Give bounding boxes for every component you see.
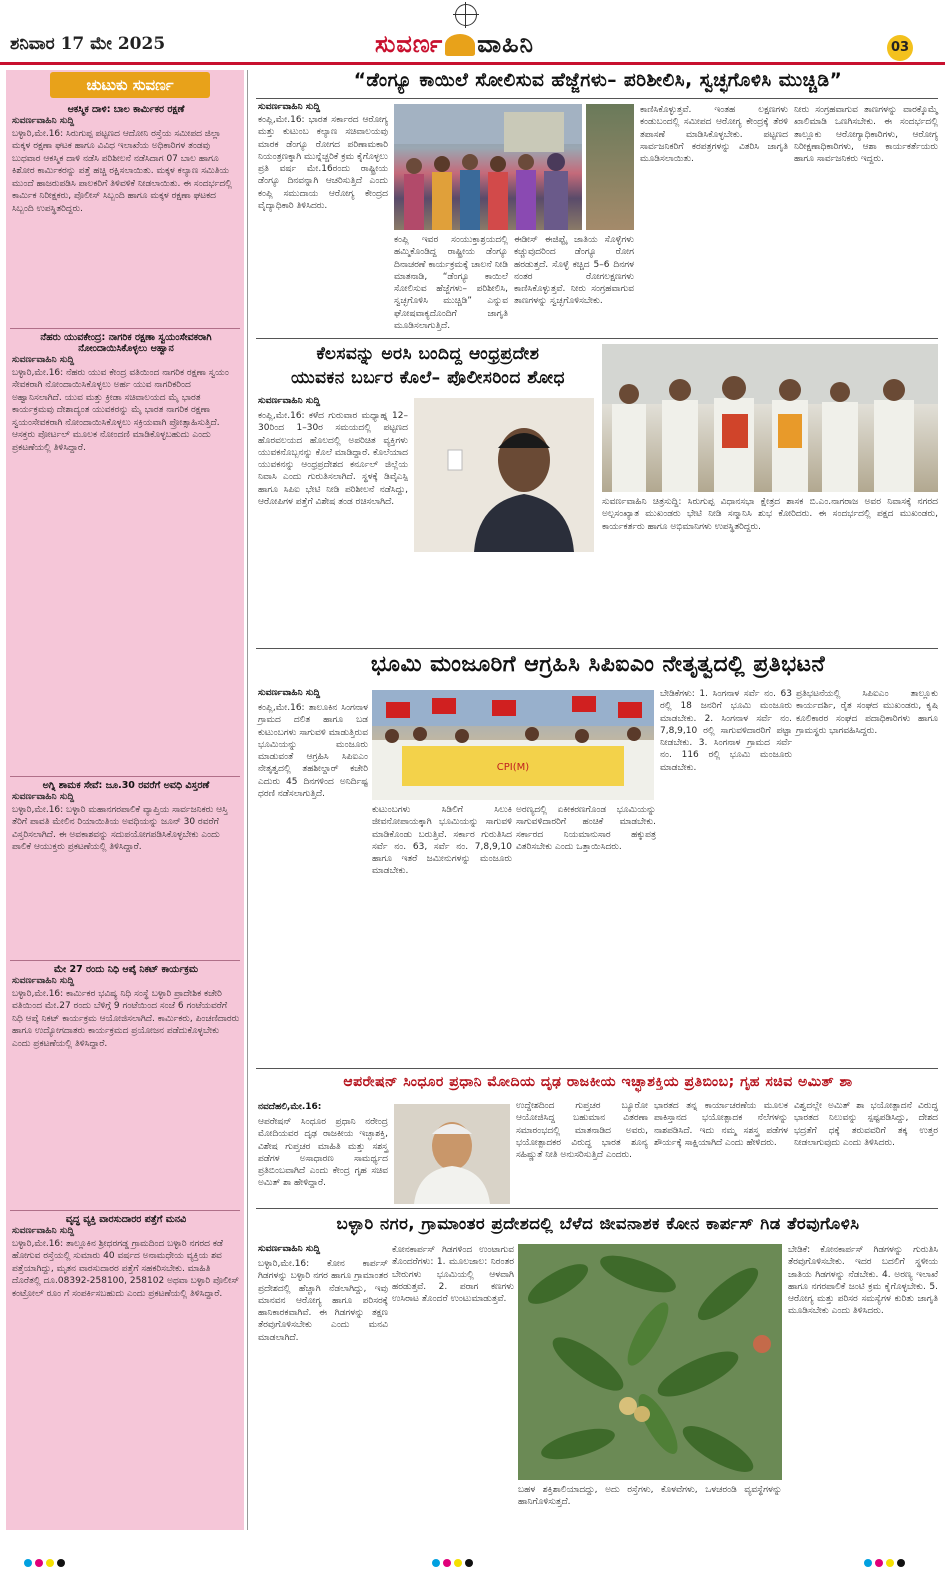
dengue-col1: ಕಂಪ್ಲಿ,ಮೇ.16: ಭಾರತ ಸರ್ಕಾರದ ಆರೋಗ್ಯ ಮತ್ತು ಕುಟುಂಬ ಕಲ್ಯಾಣ ಸಚಿವಾಲಯವು ಮಾರಕ ಡೆಂಗ್ಯೂ ರೋಗದ ಪರಿಣಾಮಕಾರಿ ನಿಯಂತ್ರಣಕ್ಕಾಗಿ ಮುನ್ನೆಚ್ಚರಿಕೆ ಕ್ರಮ ಕೈಗೊಳ್ಳಲು ಪ್ರತಿ ವರ್ಷ ಮೇ.16ರಂದು ರಾಷ್ಟ್ರೀಯ ಡೆಂಗ್ಯೂ ದಿನವನ್ನಾಗಿ ಆಚರಿಸುತ್ತಿದೆ ಎಂದು ಕಂಪ್ಲಿ ಸಮುದಾಯ ಆರೋಗ್ಯ ಕೇಂದ್ರದ ವೈದ್ಯಾಧಿಕಾರಿ ತಿಳಿಸಿದರು. — [258, 115, 388, 212]
cpim-col3: ಅರಣ್ಯದಲ್ಲಿ ಏಕೀಕರಣಗೊಂಡ ಭೂಮಿಯನ್ನು ಸಾಗುವಳಿದಾರರಿಗೆ ಹಂಚಿಕೆ ಮಾಡಬೇಕು. ಸರ್ಕಾರದ ನಿಯಮಾನುಸಾರ ಹಕ್ಕುಪತ್ರ ವಿತರಿಸಬೇಕು ಎಂದು ಒತ್ತಾಯಿಸಿದರು. — [516, 805, 656, 852]
brief-byline: ಸುವರ್ಣವಾಹಿನಿ ಸುದ್ದಿ — [12, 792, 75, 802]
brief-byline: ಸುವರ್ಣವಾಹಿನಿ ಸುದ್ದಿ — [12, 116, 75, 126]
sindoor-col4: ವಿಶ್ವದಲ್ಲೇ ಅಮಿತ್ ಶಾ ಭಯೋತ್ಪಾದನೆ ವಿರುದ್ಧ ಭಾರತದ ನಿಲುವನ್ನು ಸ್ಪಷ್ಟಪಡಿಸಿದ್ದು, ದೇಶದ ಭದ್ರತೆಗೆ ಧಕ್ಕೆ ತರುವವರಿಗೆ ತಕ್ಕ ಉತ್ತರ ನೀಡಲಾಗುವುದು ಎಂದು ತಿಳಿಸಿದರು. — [794, 1101, 938, 1148]
color-registration-marks — [864, 1552, 908, 1562]
brief-item — [12, 1214, 240, 1300]
protest-photo — [372, 690, 654, 800]
brief-text: ಬಳ್ಳಾರಿ,ಮೇ.16: ಬಳ್ಳಾರಿ ಮಹಾನಗರಪಾಲಿಕೆ ವ್ಯಾಪ್ತಿಯ ಸಾರ್ವಜನಿಕರು ಆಸ್ತಿ ತೆರಿಗೆ ಪಾವತಿ ಮೇಲಿನ ರಿಯಾಯಿತಿಯ ಅವಧಿಯನ್ನು ಜೂನ್ 30 ರವರೆಗೆ ವಿಸ್ತರಿಸಲಾಗಿದೆ. ಈ ಅವಕಾಶವನ್ನು ಸದುಪಯೋಗಪಡಿಸಿಕೊಳ್ಳಬೇಕು ಎಂದು ಪಾಲಿಕೆ ಆಯುಕ್ತರು ಪ್ರಕಟಣೆಯಲ್ಲಿ ತಿಳಿಸಿದ್ದಾರೆ. — [12, 804, 228, 852]
issue-date: ಶನಿವಾರ 17 ಮೇ 2025 — [10, 34, 166, 54]
felicitation-caption: ಸುವರ್ಣವಾಹಿನಿ ಚಿತ್ರಸುದ್ದಿ: ಸಿರುಗುಪ್ಪ ವಿಧಾನಸಭಾ ಕ್ಷೇತ್ರದ ಶಾಸಕ ಬಿ.ಎಂ.ನಾಗರಾಜ ಅವರ ನಿವಾಸಕ್ಕೆ ನಗರದ ಅಲ್ಪಸಂಖ್ಯಾತ ಮುಖಂಡರು ಭೇಟಿ ನೀಡಿ ಸನ್ಮಾನಿಸಿ ಶುಭ ಕೋರಿದರು. ಈ ಸಂದರ್ಭದಲ್ಲಿ ಪಕ್ಷದ ಮುಖಂಡರು, ಕಾರ್ಯಕರ್ತರು ಹಾಗೂ ಅಭಿಮಾನಿಗಳು ಉಪಸ್ಥಿತರಿದ್ದರು. — [602, 497, 938, 532]
article-divider — [256, 1068, 938, 1069]
brief-divider — [10, 328, 240, 329]
brand-name-part2: ವಾಹಿನಿ — [477, 30, 534, 58]
murder-byline: ಸುವರ್ಣವಾಹಿನಿ ಸುದ್ದಿ — [258, 396, 321, 406]
brief-divider — [10, 960, 240, 961]
column-rule — [247, 70, 248, 1530]
dengue-col2: ಕಂಪ್ಲಿ ಇವರ ಸಂಯುಕ್ತಾಶ್ರಯದಲ್ಲಿ ಹಮ್ಮಿಕೊಂಡಿದ್ದ ರಾಷ್ಟ್ರೀಯ ಡೆಂಗ್ಯೂ ದಿನಾಚರಣೆ ಕಾರ್ಯಕ್ರಮಕ್ಕೆ ಚಾಲನೆ ನೀಡಿ ಮಾತನಾಡಿ, “ಡೆಂಗ್ಯೂ ಕಾಯಿಲೆ ಸೋಲಿಸುವ ಹೆಜ್ಜೆಗಳು– ಪರಿಶೀಲಿಸಿ, ಸ್ವಚ್ಛಗೊಳಿಸಿ ಮುಚ್ಚಿಡಿ” ಎನ್ನುವ ಘೋಷವಾಕ್ಯದೊಂದಿಗೆ ಜಾಗೃತಿ ಮೂಡಿಸಲಾಗುತ್ತಿದೆ. — [394, 235, 508, 332]
group-photo-illustration — [394, 104, 582, 230]
registration-mark — [455, 4, 477, 26]
brief-byline: ಸುವರ್ಣವಾಹಿನಿ ಸುದ್ದಿ — [12, 976, 75, 986]
conocarpus-caption: ಬಹಳ ಶಕ್ತಿಶಾಲಿಯಾದದ್ದು, ಅದು ರಸ್ತೆಗಳು, ಕೊಳವೆಗಳು, ಒಳಚರಂಡಿ ವ್ಯವಸ್ಥೆಗಳನ್ನು ಹಾನಿಗೊಳಿಸುತ್ತದೆ. — [518, 1485, 782, 1508]
cpim-byline: ಸುವರ್ಣವಾಹಿನಿ ಸುದ್ದಿ — [258, 688, 321, 698]
portrait-illustration — [394, 1104, 510, 1204]
brief-item — [12, 780, 240, 854]
brief-item — [12, 332, 240, 454]
corpus-col2: ಕೋನಕಾರ್ಪಸ್ ಗಿಡಗಳಿಂದ ಉಂಟಾಗುವ ತೊಂದರೆಗಳು: 1. ಮೂಲಜಾಲ: ನಿರಂತರ ಬೇರುಗಳು ಭೂಮಿಯಲ್ಲಿ ಆಳವಾಗಿ ಹರಡುತ್ತವೆ. 2. ಪರಾಗ ಕಣಗಳು ಉಸಿರಾಟ ತೊಂದರೆ ಉಂಟುಮಾಡುತ್ತವೆ. — [392, 1245, 514, 1305]
cpim-col4: ಬೇಡಿಕೆಗಳು: 1. ಸಿಂಗನಾಳ ಸರ್ವೆ ನಂ. 63 ರಲ್ಲಿ 18 ಜನರಿಗೆ ಭೂಮಿ ಮಂಜೂರು ಮಾಡಬೇಕು. 2. ಸಿಂಗನಾಳ ಸರ್ವೆ ನಂ. 7,8,9,10 ರಲ್ಲಿ ಸಾಗುವಳಿದಾರರಿಗೆ ಪಟ್ಟಾ ನೀಡಬೇಕು. 3. ಸಿಂಗನಾಳ ಗ್ರಾಮದ ಸರ್ವೆ ನಂ. 116 ರಲ್ಲಿ ಭೂಮಿ ಮಂಜೂರು ಮಾಡಬೇಕು. — [660, 689, 792, 773]
brief-item — [12, 104, 240, 215]
dengue-col4: ಕಾಣಿಸಿಕೊಳ್ಳುತ್ತವೆ. ಇಂತಹ ಲಕ್ಷಣಗಳು ಕಂಡುಬಂದಲ್ಲಿ ಸಮೀಪದ ಆರೋಗ್ಯ ಕೇಂದ್ರಕ್ಕೆ ತೆರಳಿ ತಪಾಸಣೆ ಮಾಡಿಸಿಕೊಳ್ಳಬೇಕು. ಪಟ್ಟಣದ ಸಾರ್ವಜನಿಕರಿಗೆ ಕರಪತ್ರಗಳನ್ನು ವಿತರಿಸಿ ಜಾಗೃತಿ ಮೂಡಿಸಲಾಯಿತು. — [640, 105, 788, 165]
brief-divider — [10, 776, 240, 777]
amit-shah-photo — [394, 1104, 510, 1204]
murder-text: ಕಂಪ್ಲಿ,ಮೇ.16: ಕಳೆದ ಗುರುವಾರ ಮಧ್ಯಾಹ್ನ 12–30ರಿಂದ 1–30ರ ಸಮಯದಲ್ಲಿ ಪಟ್ಟಣದ ಹೊರವಲಯದ ಹೊಲದಲ್ಲಿ ಅಪರಿಚಿತ ವ್ಯಕ್ತಿಗಳು ಯುವಕನೊಬ್ಬನನ್ನು ಕೊಲೆ ಮಾಡಿದ್ದಾರೆ. ಕೊಲೆಯಾದ ಯುವಕನನ್ನು ಆಂಧ್ರಪ್ರದೇಶದ ಕರ್ನೂಲ್ ಜಿಲ್ಲೆಯ ನಿವಾಸಿ ಎಂದು ಗುರುತಿಸಲಾಗಿದೆ. ಸ್ಥಳಕ್ಕೆ ಡಿವೈಎಸ್ಪಿ ಹಾಗೂ ಸಿಪಿಐ ಭೇಟಿ ನೀಡಿ ಪರಿಶೀಲನೆ ನಡೆಸಿದ್ದು, ಆರೋಪಿಗಳ ಪತ್ತೆಗೆ ವಿಶೇಷ ತಂಡ ರಚಿಸಲಾಗಿದೆ. — [258, 411, 408, 508]
article-divider — [256, 338, 938, 339]
brief-text: ಬಳ್ಳಾರಿ,ಮೇ.16: ಕಾರ್ಮಿಕರ ಭವಿಷ್ಯ ನಿಧಿ ಸಂಸ್ಥೆ ಬಳ್ಳಾರಿ ಪ್ರಾದೇಶಿಕ ಕಚೇರಿ ವತಿಯಿಂದ ಮೇ.27 ರಂದು ಬೆಳಿಗ್ಗೆ 9 ಗಂಟೆಯಿಂದ ಸಂಜೆ 6 ಗಂಟೆಯವರೆಗೆ ನಿಧಿ ಆಪ್ಕೆ ನಿಕಟ್ ಕಾರ್ಯಕ್ರಮ ಆಯೋಜಿಸಲಾಗಿದೆ. ಕಾರ್ಮಿಕರು, ಪಿಂಚಣಿದಾರರು ಹಾಗೂ ಉದ್ಯೋಗದಾತರು ಕಾರ್ಯಕ್ರಮದ ಪ್ರಯೋಜನ ಪಡೆದುಕೊಳ್ಳಬೇಕು ಎಂದು ಪ್ರಕಟಣೆಯಲ್ಲಿ ತಿಳಿಸಿದ್ದಾರೆ. — [12, 988, 240, 1049]
brief-headline: ನೆಹರು ಯುವಕೇಂದ್ರ: ನಾಗರಿಕ ರಕ್ಷಣಾ ಸ್ವಯಂಸೇವಕರಾಗಿ ನೋಂದಾಯಿಸಿಕೊಳ್ಳಲು ಆಹ್ವಾನ — [40, 332, 212, 354]
dengue-photo-2 — [586, 104, 634, 230]
brand-name-part1: ಸುವರ್ಣ — [375, 30, 444, 58]
sindoor-col2: ಉದ್ದೇಶದಿಂದ ಗುಪ್ತಚರ ಬ್ಯೂರೋ ಆಯೋಜಿಸಿದ್ದ ಬಹುಮಾನ ವಿತರಣಾ ಸಮಾರಂಭದಲ್ಲಿ ಮಾತನಾಡಿದ ಅವರು, ಭಯೋತ್ಪಾದಕರ ವಿರುದ್ಧ ಭಾರತ ಶೂನ್ಯ ಸಹಿಷ್ಣುತೆ ನೀತಿ ಅನುಸರಿಸುತ್ತಿದೆ ಎಂದರು. — [516, 1101, 648, 1161]
sindoor-col1: ಆಪರೇಷನ್ ಸಿಂಧೂರ ಪ್ರಧಾನಿ ನರೇಂದ್ರ ಮೋದಿಯವರ ದೃಢ ರಾಜಕೀಯ ಇಚ್ಛಾಶಕ್ತಿ, ವಿಶೇಷ ಗುಪ್ತಚರ ಮಾಹಿತಿ ಮತ್ತು ಸಶಸ್ತ್ರ ಪಡೆಗಳ ಅಸಾಧಾರಣ ಸಾಮರ್ಥ್ಯದ ಪ್ರತಿಬಿಂಬವಾಗಿದೆ ಎಂದು ಕೇಂದ್ರ ಗೃಹ ಸಚಿವ ಅಮಿತ್ ಶಾ ಹೇಳಿದ್ದಾರೆ. — [258, 1117, 388, 1189]
felicitation-illustration — [602, 344, 938, 492]
cpim-col2: ಕುಟುಂಬಗಳು ಸಿಡಿಲಿಗೆ ಸಿಲುಕಿ ಜೀವನೋಪಾಯಕ್ಕಾಗಿ ಭೂಮಿಯನ್ನು ಸಾಗುವಳಿ ಮಾಡಿಕೊಂಡು ಬರುತ್ತಿವೆ. ಸರ್ಕಾರ ಗುರುತಿಸಿದ ಸರ್ವೆ ನಂ. 63, ಸರ್ವೆ ನಂ. 7,8,9,10 ಹಾಗೂ ಇತರೆ ಜಮೀನುಗಳನ್ನು ಮಂಜೂರು ಮಾಡಬೇಕು. — [372, 805, 512, 877]
corpus-headline: ಬಳ್ಳಾರಿ ನಗರ, ಗ್ರಾಮಾಂತರ ಪ್ರದೇಶದಲ್ಲಿ ಬೆಳೆದ ಜೀವನಾಶಕ ಕೋನ ಕಾರ್ಪಸ್ ಗಿಡ ತೆರವುಗೊಳಿಸಿ — [336, 1214, 860, 1233]
portrait-illustration — [414, 398, 594, 552]
dengue-col5: ನೀರು ಸಂಗ್ರಹವಾಗುವ ತಾಣಗಳನ್ನು ವಾರಕ್ಕೊಮ್ಮೆ ಖಾಲಿಮಾಡಿ ಒಣಗಿಸಬೇಕು. ಈ ಸಂದರ್ಭದಲ್ಲಿ ತಾಲ್ಲೂಕು ಆರೋಗ್ಯಾಧಿಕಾರಿಗಳು, ಆರೋಗ್ಯ ನಿರೀಕ್ಷಣಾಧಿಕಾರಿಗಳು, ಆಶಾ ಕಾರ್ಯಕರ್ತೆಯರು ಹಾಗೂ ಸಾರ್ವಜನಿಕರು ಇದ್ದರು. — [794, 105, 938, 165]
dengue-col3: ಈಡೀಸ್ ಈಜಿಪ್ಟೈ ಜಾತಿಯ ಸೊಳ್ಳೆಗಳು ಕಚ್ಚುವುದರಿಂದ ಡೆಂಗ್ಯೂ ರೋಗ ಹರಡುತ್ತದೆ. ಸೊಳ್ಳೆ ಕಚ್ಚಿದ 5–6 ದಿನಗಳ ನಂತರ ರೋಗಲಕ್ಷಣಗಳು ಕಾಣಿಸಿಕೊಳ್ಳುತ್ತವೆ. ನೀರು ಸಂಗ್ರಹವಾಗುವ ತಾಣಗಳನ್ನು ಸ್ವಚ್ಛಗೊಳಿಸಬೇಕು. — [514, 235, 634, 307]
sindoor-col3: ಭಾರತದ ತನ್ನ ಕಾರ್ಯಾಚರಣೆಯ ಮೂಲಕ ಪಾಕಿಸ್ತಾನದ ಭಯೋತ್ಪಾದಕ ನೆಲೆಗಳನ್ನು ನಾಶಪಡಿಸಿದೆ. ಇದು ನಮ್ಮ ಸಶಸ್ತ್ರ ಪಡೆಗಳ ಶೌರ್ಯಕ್ಕೆ ಸಾಕ್ಷಿಯಾಗಿದೆ ಎಂದು ಹೇಳಿದರು. — [654, 1101, 788, 1148]
cpim-col1: ಕಂಪ್ಲಿ,ಮೇ.16: ತಾಲೂಕಿನ ಸಿಂಗನಾಳ ಗ್ರಾಮದ ದಲಿತ ಹಾಗೂ ಬಡ ಕುಟುಂಬಗಳು ಸಾಗುವಳಿ ಮಾಡುತ್ತಿರುವ ಭೂಮಿಯನ್ನು ಮಂಜೂರು ಮಾಡುವಂತೆ ಆಗ್ರಹಿಸಿ ಸಿಪಿಐಎಂ ನೇತೃತ್ವದಲ್ಲಿ ತಹಶೀಲ್ದಾರ್ ಕಚೇರಿ ಎದುರು 45 ದಿನಗಳಿಂದ ಅನಿರ್ದಿಷ್ಟ ಧರಣಿ ನಡೆಸಲಾಗುತ್ತಿದೆ. — [258, 703, 368, 800]
victim-photo — [414, 398, 594, 552]
dengue-photo — [394, 104, 582, 230]
article-divider — [256, 1208, 938, 1209]
brief-headline: ವೃದ್ಧ ವ್ಯಕ್ತಿ ವಾರಸುದಾರರ ಪತ್ತೆಗೆ ಮನವಿ — [65, 1214, 187, 1225]
sindoor-headline: ಆಪರೇಷನ್ ಸಿಂಧೂರ ಪ್ರಧಾನಿ ಮೋದಿಯ ದೃಢ ರಾಜಕೀಯ ಇಚ್ಛಾಶಕ್ತಿಯ ಪ್ರತಿಬಿಂಬ; ಗೃಹ ಸಚಿವ ಅಮಿತ್ ಶಾ — [343, 1074, 853, 1090]
headline-divider — [256, 98, 938, 99]
color-registration-marks — [432, 1552, 476, 1562]
cpim-headline: ಭೂಮಿ ಮಂಜೂರಿಗೆ ಆಗ್ರಹಿಸಿ ಸಿಪಿಐಎಂ ನೇತೃತ್ವದಲ್ಲಿ ಪ್ರತಿಭಟನೆ — [370, 652, 826, 677]
brief-headline: ಆಕಸ್ಮಿಕ ದಾಳಿ: ಬಾಲ ಕಾರ್ಮಿಕರ ರಕ್ಷಣೆ — [67, 104, 185, 115]
brief-byline: ಸುವರ್ಣವಾಹಿನಿ ಸುದ್ದಿ — [12, 355, 75, 365]
banner-text: CPI(M) — [496, 762, 530, 773]
murder-headline-1: ಕೆಲಸವನ್ನು ಅರಸಿ ಬಂದಿದ್ದ ಆಂಧ್ರಪ್ರದೇಶ — [316, 344, 540, 364]
article-divider — [256, 648, 938, 649]
murder-headline-2: ಯುವಕನ ಬರ್ಬರ ಕೊಲೆ– ಪೊಲೀಸರಿಂದ ಶೋಧ — [291, 368, 565, 388]
brief-text: ಬಳ್ಳಾರಿ,ಮೇ.16: ಸಿರುಗುಪ್ಪ ಪಟ್ಟಣದ ಆದೋನಿ ರಸ್ತೆಯ ಸಮೀಪದ ಜಿಲ್ಲಾ ಮಕ್ಕಳ ರಕ್ಷಣಾ ಘಟಕ ಹಾಗೂ ವಿವಿಧ ಇಲಾಖೆಯ ಅಧಿಕಾರಿಗಳ ತಂಡವು ಬುಧವಾರ ಆಕಸ್ಮಿಕ ದಾಳಿ ನಡೆಸಿ ಪರಿಶೀಲನೆ ನಡೆಸಿದಾಗ 07 ಬಾಲ ಹಾಗೂ ಕಿಶೋರ ಕಾರ್ಮಿಕರನ್ನು ಪತ್ತೆ ಹಚ್ಚಿ ರಕ್ಷಿಸಲಾಯಿತು. ಮಕ್ಕಳ ಕಲ್ಯಾಣ ಸಮಿತಿಯ ಮುಂದೆ ಹಾಜರುಪಡಿಸಿ ಪಾಲಕರಿಗೆ ತಿಳಿವಳಿಕೆ ನೀಡಲಾಯಿತು. ಈ ಸಂದರ್ಭದಲ್ಲಿ ಕಾರ್ಮಿಕ ನಿರೀಕ್ಷಕರು, ಪೊಲೀಸ್ ಸಿಬ್ಬಂದಿ ಹಾಗೂ ಮಕ್ಕಳ ರಕ್ಷಣಾ ಘಟಕದ ಸಿಬ್ಬಂದಿ ಉಪಸ್ಥಿತರಿದ್ದರು. — [12, 128, 232, 214]
dengue-byline: ಸುವರ್ಣವಾಹಿನಿ ಸುದ್ದಿ — [258, 102, 321, 112]
brief-headline: ಅಗ್ನಿ ಶಾಮಕ ಸೇವೆ: ಜೂ.30 ರವರೆಗೆ ಅವಧಿ ವಿಸ್ತರಣೆ — [42, 780, 210, 791]
protest-illustration — [372, 690, 654, 800]
masthead-rule — [0, 62, 945, 65]
brief-item — [12, 964, 240, 1050]
brief-byline: ಸುವರ್ಣವಾಹಿನಿ ಸುದ್ದಿ — [12, 1226, 75, 1236]
brief-divider — [10, 1210, 240, 1211]
brief-text: ಬಳ್ಳಾರಿ,ಮೇ.16: ನೆಹರು ಯುವ ಕೇಂದ್ರ ವತಿಯಿಂದ ನಾಗರಿಕ ರಕ್ಷಣಾ ಸ್ವಯಂ ಸೇವಕರಾಗಿ ನೋಂದಾಯಿಸಿಕೊಳ್ಳಲು ಅರ್ಹ ಯುವ ನಾಗರಿಕರಿಂದ ಅಹ್ವಾನಿಸಲಾಗಿದೆ. ಯುವ ಮತ್ತು ಕ್ರೀಡಾ ಸಚಿವಾಲಯದ ಮೈ ಭಾರತ ಕಾರ್ಯಕ್ರಮವು ದೇಶಾದ್ಯಂತ ಯುವಕರನ್ನು ಮೈ ಭಾರತ ನಾಗರಿಕ ರಕ್ಷಣಾ ಸ್ವಯಂಸೇವಕರಾಗಿ ನೋಂದಾಯಿಸಿಕೊಳ್ಳಲು ಸಕ್ರಿಯವಾಗಿ ಪ್ರೋತ್ಸಾಹಿಸುತ್ತಿದೆ. ಆಸಕ್ತರು ಪೋರ್ಟಲ್ ಮೂಲಕ ನೋಂದಣಿ ಮಾಡಿಕೊಳ್ಳಬಹುದು ಎಂದು ಪ್ರಕಟಣೆಯಲ್ಲಿ ತಿಳಿಸಿದ್ದಾರೆ. — [12, 367, 229, 453]
sindoor-byline: ನವದೆಹಲಿ,ಮೇ.16: — [258, 1102, 322, 1112]
conocarpus-photo — [518, 1244, 782, 1480]
mla-felicitation-photo — [602, 344, 938, 492]
page-number: 03 — [887, 35, 913, 61]
logo-icon — [445, 34, 475, 56]
corpus-byline: ಸುವರ್ಣವಾಹಿನಿ ಸುದ್ದಿ — [258, 1244, 321, 1254]
brief-headline: ಮೇ 27 ರಂದು ನಿಧಿ ಆಪ್ಕೆ ನಿಕಟ್ ಕಾರ್ಯಕ್ರಮ — [54, 964, 198, 975]
newspaper-logo — [375, 30, 534, 58]
corpus-col1: ಬಳ್ಳಾರಿ,ಮೇ.16: ಕೋನ ಕಾರ್ಪಸ್ ಗಿಡಗಳನ್ನು ಬಳ್ಳಾರಿ ನಗರ ಹಾಗೂ ಗ್ರಾಮಾಂತರ ಪ್ರದೇಶದಲ್ಲಿ ಹೆಚ್ಚಾಗಿ ನೆಡಲಾಗಿದ್ದು, ಇವು ಮಾನವನ ಆರೋಗ್ಯ ಹಾಗೂ ಪರಿಸರಕ್ಕೆ ಹಾನಿಕಾರಕವಾಗಿವೆ. ಈ ಗಿಡಗಳನ್ನು ತಕ್ಷಣ ತೆರವುಗೊಳಿಸಬೇಕು ಎಂದು ಮನವಿ ಮಾಡಲಾಗಿದೆ. — [258, 1259, 388, 1343]
sidebar-title: ಚುಟುಕು ಸುವರ್ಣ — [50, 72, 210, 98]
plant-illustration — [518, 1244, 782, 1480]
color-registration-marks — [24, 1552, 68, 1562]
cpim-col5: ಪ್ರತಿಭಟನೆಯಲ್ಲಿ ಸಿಪಿಐಎಂ ತಾಲ್ಲೂಕು ಕಾರ್ಯದರ್ಶಿ, ರೈತ ಸಂಘದ ಮುಖಂಡರು, ಕೃಷಿ ಕೂಲಿಕಾರರ ಸಂಘದ ಪದಾಧಿಕಾರಿಗಳು ಹಾಗೂ ಗ್ರಾಮಸ್ಥರು ಭಾಗವಹಿಸಿದ್ದರು. — [796, 689, 938, 736]
brief-text: ಬಳ್ಳಾರಿ,ಮೇ.16: ತಾಲ್ಲೂಕಿನ ಶ್ರೀಧರಗಡ್ಡ ಗ್ರಾಮದಿಂದ ಬಳ್ಳಾರಿ ನಗರದ ಕಡೆ ಹೋಗುವ ರಸ್ತೆಯಲ್ಲಿ ಸುಮಾರು 40 ವರ್ಷದ ಅನಾಮಧೇಯ ವ್ಯಕ್ತಿಯ ಶವ ಪತ್ತೆಯಾಗಿದ್ದು, ಮೃತನ ವಾರಸುದಾರರ ಪತ್ತೆಗೆ ಸಹಕರಿಸಬೇಕು. ಮಾಹಿತಿ ದೊರೆತಲ್ಲಿ ದೂ.08392-258100, 258102 ಅಥವಾ ಬಳ್ಳಾರಿ ಪೊಲೀಸ್ ಕಂಟ್ರೋಲ್ ರೂಂ ಗೆ ಸಂಪರ್ಕಿಸಬಹುದು ಎಂದು ಪ್ರಕಟಣೆಯಲ್ಲಿ ತಿಳಿಸಿದ್ದಾರೆ. — [12, 1238, 240, 1299]
dengue-headline: “ಡೆಂಗ್ಯೂ ಕಾಯಿಲೆ ಸೋಲಿಸುವ ಹೆಜ್ಜೆಗಳು– ಪರಿಶೀಲಿಸಿ, ಸ್ವಚ್ಛಗೊಳಿಸಿ ಮುಚ್ಚಿಡಿ” — [353, 70, 843, 91]
corpus-col3: ಬೇಡಿಕೆ: ಕೋನಕಾರ್ಪಸ್ ಗಿಡಗಳನ್ನು ಗುರುತಿಸಿ ತೆರವುಗೊಳಿಸಬೇಕು. ಇದರ ಬದಲಿಗೆ ಸ್ಥಳೀಯ ಜಾತಿಯ ಗಿಡಗಳನ್ನು ನೆಡಬೇಕು. 4. ಅರಣ್ಯ ಇಲಾಖೆ ಹಾಗೂ ನಗರಪಾಲಿಕೆ ಜಂಟಿ ಕ್ರಮ ಕೈಗೊಳ್ಳಬೇಕು. 5. ಆರೋಗ್ಯ ಮತ್ತು ಪರಿಸರ ಸಮಸ್ಯೆಗಳ ಕುರಿತು ಜಾಗೃತಿ ಮೂಡಿಸಬೇಕು ಎಂದು ತಿಳಿಸಿದರು. — [788, 1245, 938, 1317]
